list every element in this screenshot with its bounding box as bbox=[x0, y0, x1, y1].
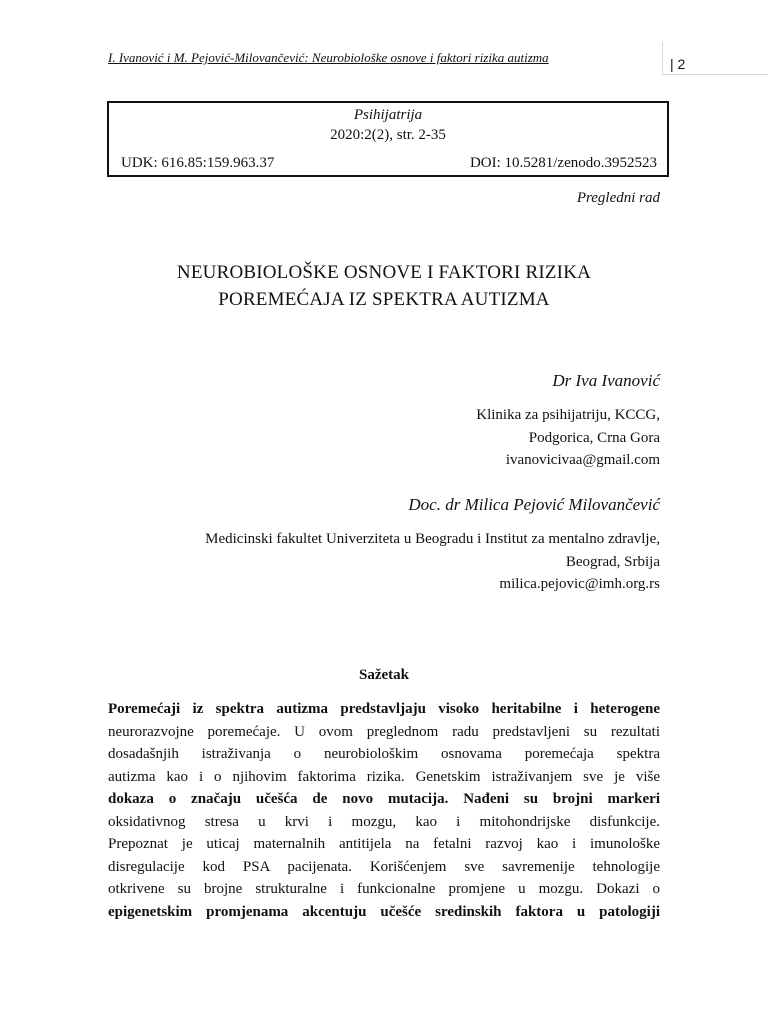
abstract-line: dokaza o značaju učešća de novo mutacija. Nađeni su brojni markeri bbox=[108, 791, 660, 807]
author-affiliation bbox=[476, 404, 660, 472]
journal-info-box bbox=[107, 101, 669, 177]
author-email: ivanovicivaa@gmail.com bbox=[505, 452, 660, 468]
affiliation-line: Klinika za psihijatriju, KCCG, bbox=[476, 407, 660, 423]
author-name: Doc. dr Milica Pejović Milovančević bbox=[408, 495, 660, 514]
running-header: I. Ivanović i M. Pejović-Milovančević: Neurobiološke osnove i faktori rizika autizma bbox=[108, 50, 549, 65]
abstract-line: otkrivene su brojne strukturalne i funkcionalne promjene u mozgu. Dokazi o bbox=[108, 881, 660, 897]
abstract-heading: Sažetak bbox=[359, 667, 409, 683]
author-name: Dr Iva Ivanović bbox=[552, 371, 660, 390]
article-type: Pregledni rad bbox=[576, 190, 660, 206]
journal-issue: 2020:2(2), str. 2-35 bbox=[330, 127, 446, 143]
abstract-line: dosadašnjih istraživanja o neurobiološkim osnovama poremećaja spektra bbox=[108, 746, 660, 762]
journal-udk: UDK: 616.85:159.963.37 bbox=[121, 155, 275, 171]
author-affiliation bbox=[205, 528, 660, 596]
abstract-line: autizma kao i o njihovim faktorima rizika. Genetskim istraživanjem sve je više bbox=[108, 768, 660, 785]
page-number: | 2 bbox=[670, 56, 686, 72]
article-title bbox=[108, 259, 660, 313]
abstract-line: epigenetskim promjenama akcentuju učešće sredinskih faktora u patologiji bbox=[108, 903, 660, 920]
abstract-line: Prepoznat je uticaj maternalnih antitijela na fetalni razvoj kao i imunološke bbox=[108, 836, 660, 852]
abstract-body bbox=[108, 698, 660, 923]
abstract-line: oksidativnog stresa u krvi i mozgu, kao i mitohondrijske disfunkcije. bbox=[108, 813, 660, 830]
abstract-line: Poremećaji iz spektra autizma predstavljaju visoko heritabilne i heterogene bbox=[108, 701, 660, 717]
abstract-line: disregulacije kod PSA pacijenata. Korišćenjem sve savremenije tehnologije bbox=[108, 858, 660, 875]
journal-name: Psihijatrija bbox=[353, 107, 423, 123]
affiliation-line: Podgorica, Crna Gora bbox=[528, 429, 660, 446]
journal-doi: DOI: 10.5281/zenodo.3952523 bbox=[469, 155, 657, 171]
article-title-line: POREMEĆAJA IZ SPEKTRA AUTIZMA bbox=[218, 289, 550, 310]
affiliation-line: Beograd, Srbija bbox=[565, 553, 660, 570]
affiliation-line: Medicinski fakultet Univerziteta u Beogradu i Institut za mentalno zdravlje, bbox=[205, 531, 660, 547]
abstract-line: neurorazvojne poremećaje. U ovom preglednom radu predstavljeni su rezultati bbox=[108, 723, 660, 740]
article-title-line: NEUROBIOLOŠKE OSNOVE I FAKTORI RIZIKA bbox=[176, 262, 592, 283]
author-email: milica.pejovic@imh.org.rs bbox=[499, 576, 660, 592]
